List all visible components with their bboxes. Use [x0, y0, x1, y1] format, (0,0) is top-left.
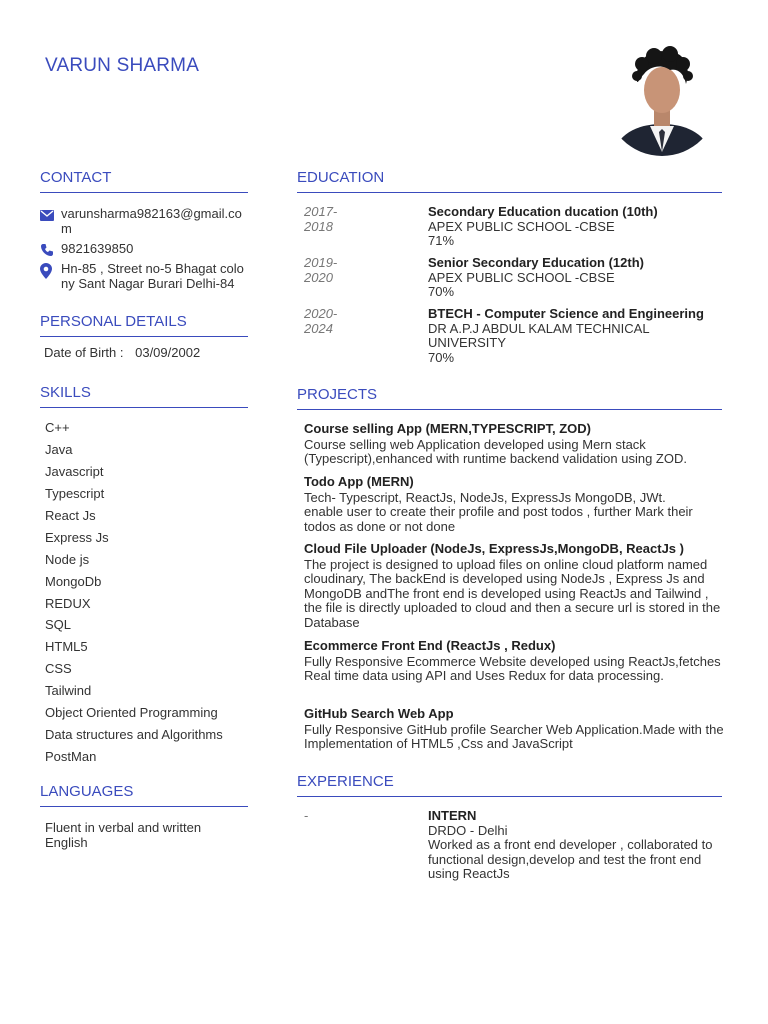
education-details [428, 307, 723, 365]
experience-heading: EXPERIENCE [297, 773, 722, 797]
education-title: Senior Secondary Education (12th) [428, 255, 644, 270]
education-years: 2020- 2024 [304, 306, 338, 336]
skill-item: Data structures and Algorithms [45, 727, 223, 743]
skill-item: Tailwind [45, 683, 92, 699]
project-title: GitHub Search Web App [304, 706, 454, 721]
skill-item: Object Oriented Programming [45, 705, 218, 721]
personal-details-heading: PERSONAL DETAILS [40, 313, 248, 337]
skill-item: PostMan [45, 749, 97, 765]
candidate-name: VARUN SHARMA [45, 55, 200, 76]
project-description: Fully Responsive Ecommerce Website developed using ReactJs,fetches Real time data using API and Uses Redux for data processing. [304, 653, 721, 683]
education-item [304, 256, 723, 300]
experience-title: INTERN [428, 808, 477, 823]
skill-item: SQL [45, 617, 72, 633]
location-icon [40, 262, 61, 291]
experience-description: Worked as a front end developer , collaborated to functional design,develop and test the front end using ReactJs [428, 837, 713, 881]
project-title: Ecommerce Front End (ReactJs , Redux) [304, 638, 556, 653]
contact-email-row [40, 207, 251, 236]
languages-heading: LANGUAGES [40, 783, 248, 807]
project-item [304, 639, 724, 684]
skill-item: Express Js [45, 529, 109, 545]
education-details [428, 256, 723, 300]
dob-row [44, 345, 200, 360]
project-item [304, 707, 724, 752]
skill-item: Node js [45, 551, 90, 567]
project-item [304, 542, 724, 630]
education-school: DR A.P.J ABDUL KALAM TECHNICAL UNIVERSITY [428, 320, 650, 350]
contact-address: Hn-85 , Street no-5 Bhagat colony Sant Nagar Burari Delhi-84 [61, 261, 244, 291]
education-score: 71% [428, 233, 455, 248]
skill-item: React Js [45, 507, 96, 523]
project-description: Course selling web Application developed using Mern stack (Typescript),enhanced with runtime backend validation using ZOD. [304, 436, 687, 466]
phone-icon [40, 242, 61, 262]
email-icon [40, 207, 61, 236]
education-heading: EDUCATION [297, 169, 722, 193]
education-title: BTECH - Computer Science and Engineering [428, 306, 704, 321]
profile-photo [606, 44, 718, 156]
languages-text: Fluent in verbal and written English [45, 820, 202, 850]
dob-value: 03/09/2002 [135, 345, 201, 360]
contact-phone-row [40, 242, 251, 262]
skill-item: HTML5 [45, 639, 88, 655]
education-school: APEX PUBLIC SCHOOL -CBSE [428, 269, 615, 285]
project-description: Fully Responsive GitHub profile Searcher Web Application.Made with the Implementation of HTML5 ,Css and JavaScript [304, 721, 724, 751]
education-school: APEX PUBLIC SCHOOL -CBSE [428, 218, 615, 234]
project-description: Tech- Typescript, ReactJs, NodeJs, ExpressJs MongoDB, JWt. enable user to create their profile and post todos , further Mark their todos as done or not done [304, 489, 693, 534]
contact-phone[interactable]: 9821639850 [61, 241, 134, 256]
education-score: 70% [428, 284, 455, 299]
education-details [428, 205, 723, 249]
skill-item: REDUX [45, 595, 91, 611]
experience-item [304, 809, 724, 882]
skill-item: CSS [45, 661, 72, 677]
experience-dates: - [304, 808, 309, 823]
contact-heading: CONTACT [40, 169, 248, 193]
education-title: Secondary Education ducation (10th) [428, 204, 658, 219]
contact-email[interactable]: varunsharma982163@gmail.com [61, 206, 242, 236]
skill-item: Java [45, 441, 73, 457]
skill-item: Typescript [45, 485, 105, 501]
education-years: 2019- 2020 [304, 255, 338, 285]
experience-org: DRDO - Delhi [428, 822, 508, 838]
project-description: The project is designed to upload files on online cloud platform named cloudinary, The backEnd is developed using NodeJs , Express Js and MongoDB andThe front end is developed using ReactJs and Tailwind , the file is directly uploaded to cloud and then a secure url is stored in the Database [304, 556, 721, 630]
project-item [304, 422, 724, 467]
project-item [304, 475, 724, 534]
dob-label: Date of Birth : [44, 345, 124, 360]
project-title: Cloud File Uploader (NodeJs, ExpressJs,MongoDB, ReactJs ) [304, 541, 684, 556]
education-item [304, 205, 723, 249]
project-title: Todo App (MERN) [304, 474, 414, 489]
education-score: 70% [428, 349, 455, 365]
skill-item: Javascript [45, 463, 104, 479]
project-title: Course selling App (MERN,TYPESCRIPT, ZOD) [304, 421, 591, 436]
projects-heading: PROJECTS [297, 386, 722, 410]
skills-list [45, 420, 223, 771]
experience-details [428, 809, 724, 882]
skills-heading: SKILLS [40, 384, 248, 408]
profile-photo-art [606, 44, 718, 156]
skill-item: MongoDb [45, 573, 102, 589]
skill-item: C++ [45, 420, 70, 435]
education-years: 2017- 2018 [304, 204, 338, 234]
education-item [304, 307, 723, 365]
contact-address-row [40, 262, 251, 291]
